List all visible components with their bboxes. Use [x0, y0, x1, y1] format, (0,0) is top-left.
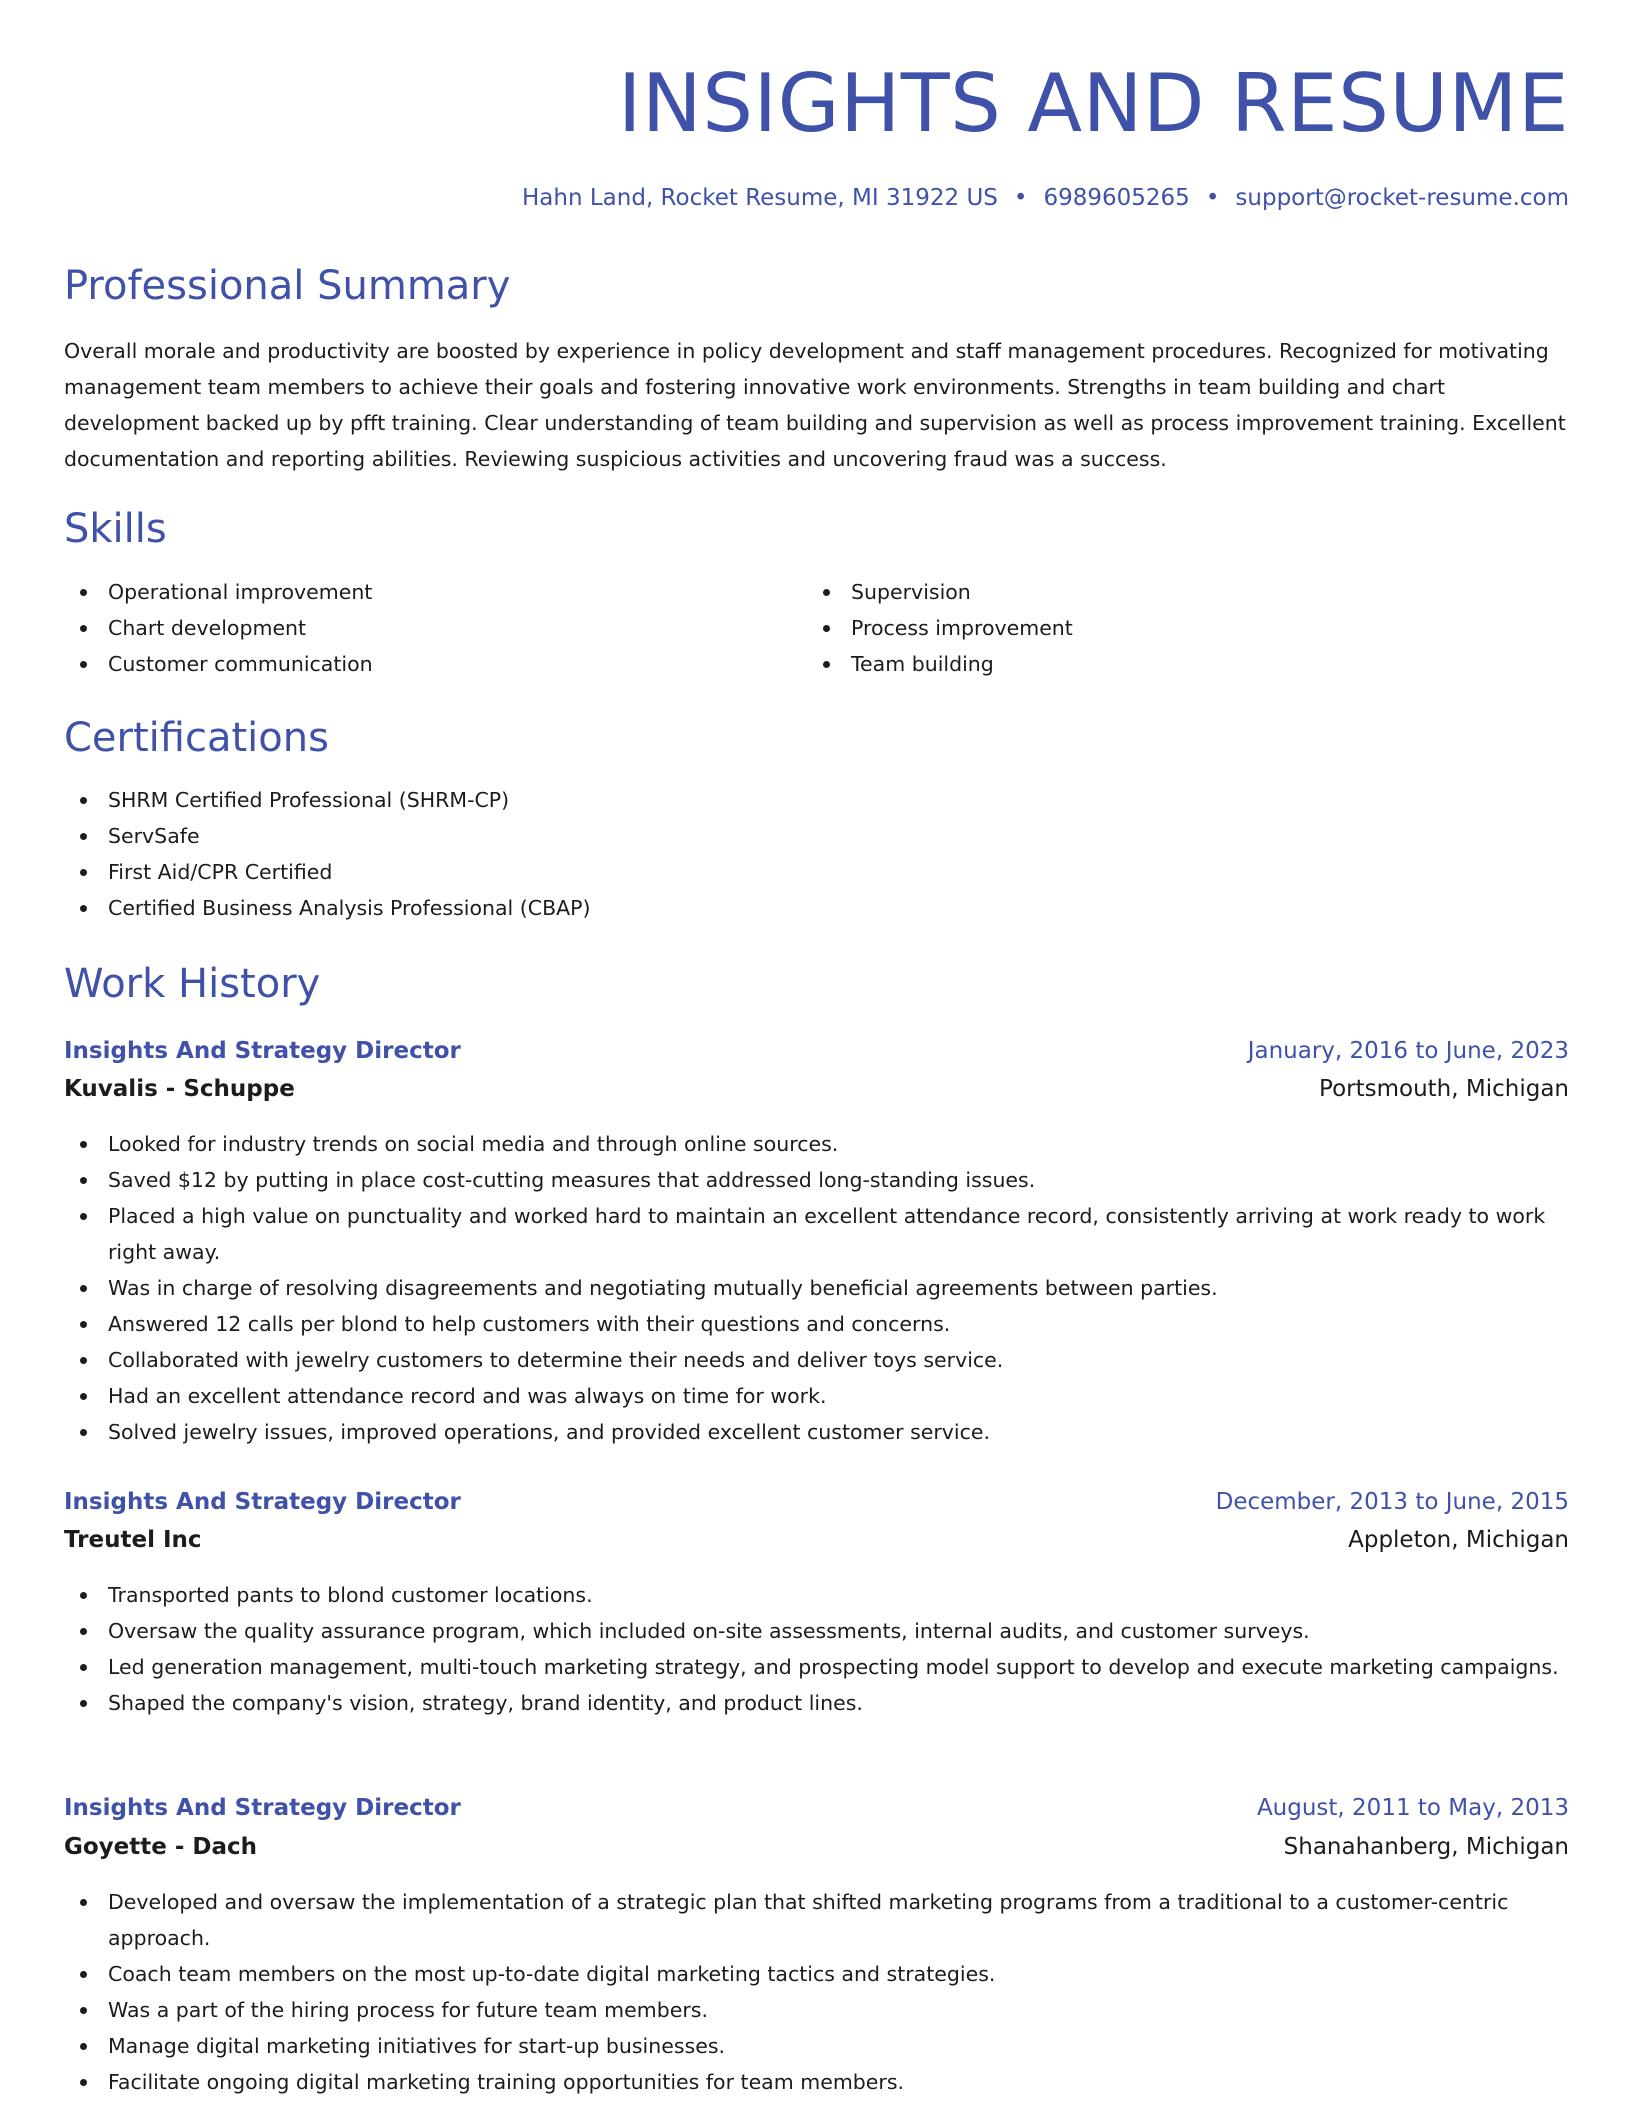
summary-heading: Professional Summary	[64, 263, 511, 309]
contact-email: support@rocket-resume.com	[1235, 185, 1569, 211]
work-history-heading: Work History	[64, 961, 321, 1007]
job-bullet: Transported pants to blond customer locations.	[64, 1577, 1569, 1613]
job-company: Kuvalis - Schuppe	[64, 1076, 295, 1102]
job-location: Shanahanberg, Michigan	[1283, 1834, 1569, 1860]
resume-name: INSIGHTS AND RESUME	[617, 57, 1569, 150]
job-title: Insights And Strategy Director	[64, 1038, 461, 1064]
certifications-heading: Certifications	[64, 715, 329, 761]
job-location: Portsmouth, Michigan	[1319, 1076, 1569, 1102]
certifications-list	[64, 782, 1569, 926]
job-dates: December, 2013 to June, 2015	[1215, 1489, 1569, 1515]
job-bullets	[64, 1577, 1569, 1721]
job-bullet: Manage digital marketing initiatives for start-up businesses.	[64, 2028, 1569, 2064]
job-bullet: Led generation management, multi-touch marketing strategy, and prospecting model support to develop and execute marketing campaigns.	[64, 1649, 1569, 1685]
job-bullet: Coach team members on the most up-to-date digital marketing tactics and strategies.	[64, 1956, 1569, 1992]
summary-text: Overall morale and productivity are boosted by experience in policy development and staff management procedures. Recognized for motivating management team members to achieve their goals and fostering innovative work environments. Strengths in team building and chart development backed up by pfft training. Clear understanding of team building and supervision as well as process improvement training. Excellent documentation and reporting abilities. Reviewing suspicious activities and uncovering fraud was a success.	[64, 339, 1566, 471]
contact-address: Hahn Land, Rocket Resume, MI 31922 US	[522, 185, 998, 211]
contact-line	[522, 180, 1569, 216]
skill-item: Team building	[807, 646, 1507, 682]
skill-item: Supervision	[807, 574, 1507, 610]
job-bullet: Solved jewelry issues, improved operations, and provided excellent customer service.	[64, 1414, 1569, 1450]
skills-heading: Skills	[64, 506, 167, 552]
job-bullets	[64, 1126, 1569, 1450]
job-bullet: Answered 12 calls per blond to help customers with their questions and concerns.	[64, 1306, 1569, 1342]
job-bullet: Developed and oversaw the implementation of a strategic plan that shifted marketing programs from a traditional to a customer-centric approach.	[64, 1884, 1569, 1956]
job-bullet: Facilitate ongoing digital marketing training opportunities for team members.	[64, 2064, 1569, 2100]
certification-item: First Aid/CPR Certified	[64, 854, 1569, 890]
contact-phone: 6989605265	[1043, 185, 1190, 211]
contact-separator: •	[1205, 185, 1220, 211]
certification-item: Certified Business Analysis Professional (CBAP)	[64, 890, 1569, 926]
job-bullets	[64, 1884, 1569, 2100]
job-bullet: Looked for industry trends on social media and through online sources.	[64, 1126, 1569, 1162]
job-bullet: Oversaw the quality assurance program, which included on-site assessments, internal audits, and customer surveys.	[64, 1613, 1569, 1649]
certification-item: ServSafe	[64, 818, 1569, 854]
certification-item: SHRM Certified Professional (SHRM-CP)	[64, 782, 1569, 818]
job-dates: August, 2011 to May, 2013	[1256, 1795, 1569, 1821]
job-dates: January, 2016 to June, 2023	[1247, 1038, 1569, 1064]
job-bullet: Collaborated with jewelry customers to determine their needs and deliver toys service.	[64, 1342, 1569, 1378]
job-bullet: Saved $12 by putting in place cost-cutting measures that addressed long-standing issues.	[64, 1162, 1569, 1198]
skill-item: Chart development	[64, 610, 764, 646]
job-bullet: Had an excellent attendance record and was always on time for work.	[64, 1378, 1569, 1414]
job-location: Appleton, Michigan	[1348, 1527, 1569, 1553]
skills-list-right	[807, 574, 1507, 682]
skill-item: Operational improvement	[64, 574, 764, 610]
job-company: Treutel Inc	[64, 1527, 202, 1553]
job-title: Insights And Strategy Director	[64, 1795, 461, 1821]
job-bullet: Shaped the company's vision, strategy, brand identity, and product lines.	[64, 1685, 1569, 1721]
job-company: Goyette - Dach	[64, 1834, 258, 1860]
skills-list-left	[64, 574, 764, 682]
job-bullet: Placed a high value on punctuality and worked hard to maintain an excellent attendance record, consistently arriving at work ready to work right away.	[64, 1198, 1569, 1270]
job-bullet: Was in charge of resolving disagreements and negotiating mutually beneficial agreements between parties.	[64, 1270, 1569, 1306]
job-title: Insights And Strategy Director	[64, 1489, 461, 1515]
skill-item: Customer communication	[64, 646, 764, 682]
contact-separator: •	[1013, 185, 1028, 211]
skill-item: Process improvement	[807, 610, 1507, 646]
job-bullet: Was a part of the hiring process for future team members.	[64, 1992, 1569, 2028]
